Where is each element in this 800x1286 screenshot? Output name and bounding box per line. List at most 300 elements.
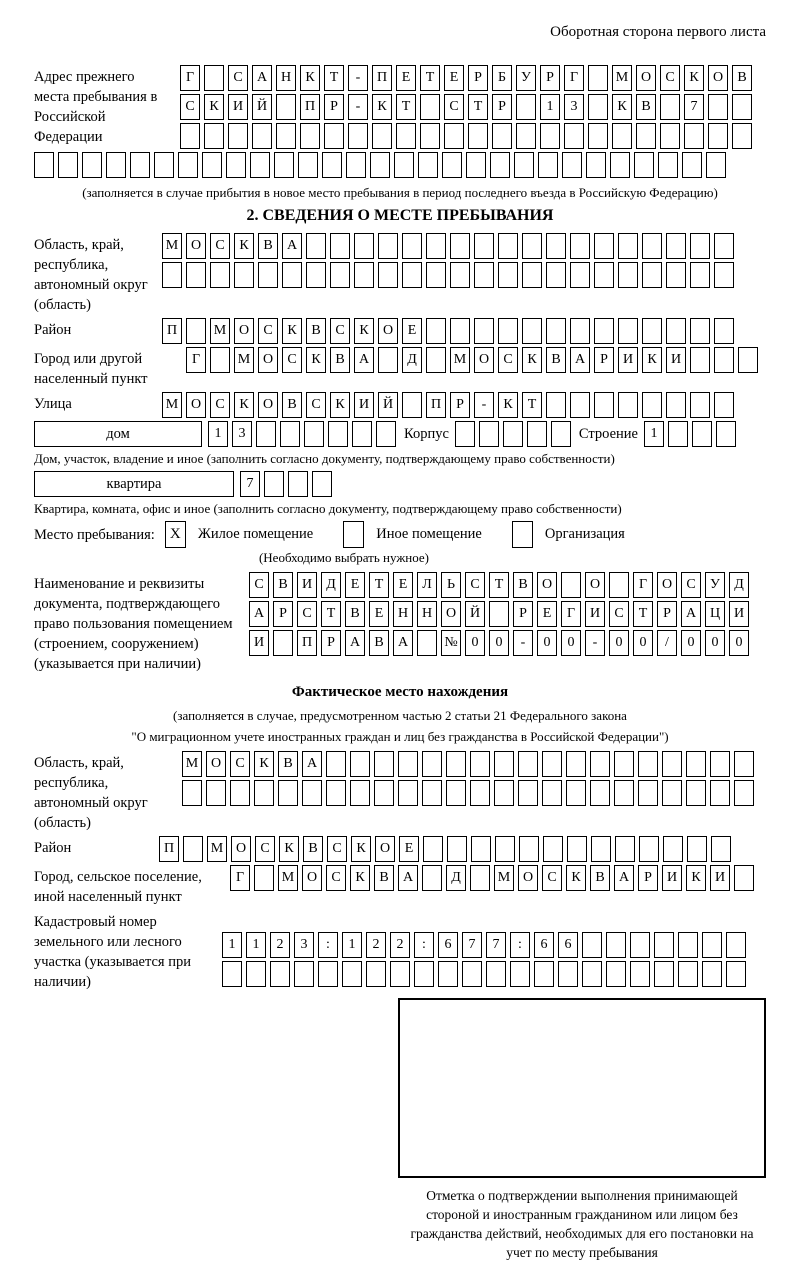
char-cell[interactable]: П [426,392,446,418]
char-cell[interactable]: Т [369,572,389,598]
char-cell[interactable]: О [375,836,395,862]
char-cell[interactable]: Т [489,572,509,598]
char-cell[interactable]: 1 [208,421,228,447]
char-cell[interactable]: С [330,318,350,344]
char-cell[interactable] [732,94,752,120]
char-cell[interactable]: 3 [232,421,252,447]
char-cell[interactable]: : [318,932,338,958]
char-cell[interactable] [714,262,734,288]
char-cell[interactable]: И [249,630,269,656]
char-cell[interactable] [470,865,490,891]
char-cell[interactable] [330,233,350,259]
char-cell[interactable] [687,836,707,862]
char-cell[interactable]: 0 [681,630,701,656]
char-cell[interactable]: С [228,65,248,91]
char-cell[interactable] [306,233,326,259]
char-cell[interactable] [498,233,518,259]
char-cell[interactable]: Д [729,572,749,598]
char-cell[interactable] [614,751,634,777]
char-cell[interactable]: К [234,233,254,259]
char-cell[interactable] [614,780,634,806]
char-cell[interactable] [590,780,610,806]
char-cell[interactable]: В [303,836,323,862]
char-cell[interactable] [282,262,302,288]
char-cell[interactable]: А [252,65,272,91]
char-cell[interactable] [350,780,370,806]
char-cell[interactable] [420,94,440,120]
char-cell[interactable]: К [330,392,350,418]
char-cell[interactable]: И [666,347,686,373]
char-cell[interactable]: И [618,347,638,373]
char-cell[interactable]: М [162,233,182,259]
char-cell[interactable] [678,961,698,987]
char-cell[interactable] [378,347,398,373]
char-cell[interactable] [396,123,416,149]
char-cell[interactable] [426,318,446,344]
char-cell[interactable]: 7 [684,94,704,120]
char-cell[interactable]: М [234,347,254,373]
char-cell[interactable]: И [297,572,317,598]
char-cell[interactable]: Е [393,572,413,598]
char-cell[interactable]: О [302,865,322,891]
char-cell[interactable] [558,961,578,987]
char-cell[interactable]: 1 [644,421,664,447]
char-cell[interactable] [522,233,542,259]
char-cell[interactable] [58,152,78,178]
char-cell[interactable] [498,318,518,344]
char-cell[interactable] [398,780,418,806]
char-cell[interactable]: А [354,347,374,373]
char-cell[interactable]: О [234,318,254,344]
char-cell[interactable] [202,152,222,178]
char-cell[interactable] [666,318,686,344]
char-cell[interactable]: К [306,347,326,373]
char-cell[interactable] [417,630,437,656]
char-cell[interactable]: Р [324,94,344,120]
char-cell[interactable]: Р [513,601,533,627]
char-cell[interactable] [606,932,626,958]
char-cell[interactable]: Н [417,601,437,627]
char-cell[interactable] [234,262,254,288]
char-cell[interactable]: Д [446,865,466,891]
char-cell[interactable] [714,233,734,259]
char-cell[interactable] [582,932,602,958]
char-cell[interactable] [328,421,348,447]
char-cell[interactable]: К [254,751,274,777]
char-cell[interactable] [471,836,491,862]
char-cell[interactable]: В [590,865,610,891]
char-cell[interactable] [370,152,390,178]
char-cell[interactable] [210,262,230,288]
char-cell[interactable]: А [393,630,413,656]
char-cell[interactable]: А [249,601,269,627]
char-cell[interactable] [540,123,560,149]
char-cell[interactable]: О [474,347,494,373]
char-cell[interactable]: 6 [534,932,554,958]
char-cell[interactable] [446,780,466,806]
char-cell[interactable] [274,152,294,178]
char-cell[interactable] [418,152,438,178]
char-cell[interactable] [684,123,704,149]
char-cell[interactable]: В [282,392,302,418]
char-cell[interactable] [561,572,581,598]
char-cell[interactable] [714,392,734,418]
char-cell[interactable]: И [729,601,749,627]
char-cell[interactable]: О [657,572,677,598]
char-cell[interactable] [666,392,686,418]
char-cell[interactable] [570,318,590,344]
char-cell[interactable]: С [660,65,680,91]
stay-type-checkbox-inoe[interactable] [343,521,364,548]
char-cell[interactable] [226,152,246,178]
char-cell[interactable] [479,421,499,447]
char-cell[interactable]: С [282,347,302,373]
char-cell[interactable]: М [207,836,227,862]
char-cell[interactable] [734,751,754,777]
char-cell[interactable]: О [206,751,226,777]
char-cell[interactable]: Р [273,601,293,627]
char-cell[interactable] [254,780,274,806]
char-cell[interactable] [714,318,734,344]
char-cell[interactable] [470,751,490,777]
char-cell[interactable]: К [498,392,518,418]
char-cell[interactable] [690,233,710,259]
char-cell[interactable]: В [330,347,350,373]
char-cell[interactable] [734,780,754,806]
char-cell[interactable] [494,780,514,806]
char-cell[interactable] [374,780,394,806]
char-cell[interactable]: 3 [564,94,584,120]
char-cell[interactable]: Е [537,601,557,627]
char-cell[interactable] [492,123,512,149]
char-cell[interactable] [318,961,338,987]
char-cell[interactable] [498,262,518,288]
char-cell[interactable] [374,751,394,777]
char-cell[interactable] [306,262,326,288]
char-cell[interactable]: К [279,836,299,862]
char-cell[interactable] [486,961,506,987]
char-cell[interactable]: А [282,233,302,259]
char-cell[interactable] [618,392,638,418]
char-cell[interactable]: С [180,94,200,120]
char-cell[interactable] [376,421,396,447]
char-cell[interactable] [186,318,206,344]
char-cell[interactable]: А [345,630,365,656]
char-cell[interactable] [588,123,608,149]
char-cell[interactable] [447,836,467,862]
char-cell[interactable] [546,233,566,259]
char-cell[interactable]: С [306,392,326,418]
char-cell[interactable]: С [297,601,317,627]
char-cell[interactable] [252,123,272,149]
char-cell[interactable]: О [186,233,206,259]
char-cell[interactable] [654,932,674,958]
char-cell[interactable] [738,347,758,373]
char-cell[interactable]: Е [396,65,416,91]
char-cell[interactable]: М [278,865,298,891]
char-cell[interactable]: 1 [540,94,560,120]
char-cell[interactable] [634,152,654,178]
char-cell[interactable]: Р [540,65,560,91]
char-cell[interactable] [734,865,754,891]
char-cell[interactable]: Й [252,94,272,120]
char-cell[interactable]: У [516,65,536,91]
char-cell[interactable]: - [348,94,368,120]
char-cell[interactable] [708,94,728,120]
char-cell[interactable]: Е [399,836,419,862]
char-cell[interactable] [258,262,278,288]
char-cell[interactable]: Л [417,572,437,598]
char-cell[interactable] [682,152,702,178]
char-cell[interactable] [668,421,688,447]
char-cell[interactable]: О [258,347,278,373]
char-cell[interactable] [660,94,680,120]
char-cell[interactable] [422,780,442,806]
char-cell[interactable]: Б [492,65,512,91]
char-cell[interactable]: 3 [294,932,314,958]
char-cell[interactable] [294,961,314,987]
char-cell[interactable] [82,152,102,178]
char-cell[interactable] [522,262,542,288]
char-cell[interactable] [273,630,293,656]
char-cell[interactable] [690,347,710,373]
char-cell[interactable] [423,836,443,862]
char-cell[interactable]: О [441,601,461,627]
char-cell[interactable]: Г [633,572,653,598]
char-cell[interactable] [326,751,346,777]
char-cell[interactable] [250,152,270,178]
char-cell[interactable] [642,392,662,418]
char-cell[interactable] [162,262,182,288]
char-cell[interactable] [402,233,422,259]
char-cell[interactable] [654,961,674,987]
char-cell[interactable]: С [249,572,269,598]
char-cell[interactable]: Г [186,347,206,373]
char-cell[interactable]: К [612,94,632,120]
char-cell[interactable] [372,123,392,149]
char-cell[interactable]: О [636,65,656,91]
char-cell[interactable] [264,471,284,497]
char-cell[interactable]: Т [633,601,653,627]
char-cell[interactable]: У [705,572,725,598]
char-cell[interactable]: Т [522,392,542,418]
char-cell[interactable]: А [614,865,634,891]
char-cell[interactable] [594,262,614,288]
char-cell[interactable] [304,421,324,447]
char-cell[interactable] [246,961,266,987]
char-cell[interactable] [348,123,368,149]
char-cell[interactable] [666,262,686,288]
char-cell[interactable]: С [542,865,562,891]
char-cell[interactable] [690,392,710,418]
char-cell[interactable] [390,961,410,987]
char-cell[interactable] [732,123,752,149]
char-cell[interactable] [711,836,731,862]
char-cell[interactable] [638,751,658,777]
char-cell[interactable] [228,123,248,149]
char-cell[interactable] [612,123,632,149]
char-cell[interactable]: О [186,392,206,418]
char-cell[interactable] [490,152,510,178]
char-cell[interactable] [690,262,710,288]
char-cell[interactable] [256,421,276,447]
char-cell[interactable]: К [234,392,254,418]
char-cell[interactable]: 2 [366,932,386,958]
char-cell[interactable] [298,152,318,178]
char-cell[interactable] [204,65,224,91]
char-cell[interactable] [519,836,539,862]
char-cell[interactable] [455,421,475,447]
char-cell[interactable]: Т [468,94,488,120]
char-cell[interactable] [398,751,418,777]
char-cell[interactable] [366,961,386,987]
char-cell[interactable] [450,233,470,259]
char-cell[interactable] [551,421,571,447]
char-cell[interactable] [570,262,590,288]
char-cell[interactable] [426,347,446,373]
char-cell[interactable] [702,961,722,987]
char-cell[interactable] [678,932,698,958]
char-cell[interactable] [702,932,722,958]
char-cell[interactable] [426,262,446,288]
char-cell[interactable] [276,123,296,149]
char-cell[interactable]: 1 [222,932,242,958]
char-cell[interactable] [610,152,630,178]
char-cell[interactable]: С [465,572,485,598]
char-cell[interactable] [322,152,342,178]
char-cell[interactable]: 7 [486,932,506,958]
char-cell[interactable]: Е [444,65,464,91]
char-cell[interactable] [270,961,290,987]
char-cell[interactable]: - [585,630,605,656]
char-cell[interactable] [618,262,638,288]
char-cell[interactable] [567,836,587,862]
char-cell[interactable]: Р [492,94,512,120]
char-cell[interactable] [414,961,434,987]
char-cell[interactable]: О [231,836,251,862]
char-cell[interactable] [346,152,366,178]
char-cell[interactable]: О [518,865,538,891]
char-cell[interactable]: 7 [240,471,260,497]
char-cell[interactable]: П [372,65,392,91]
char-cell[interactable]: 0 [561,630,581,656]
stay-type-checkbox-zhiloe[interactable]: X [165,521,186,548]
char-cell[interactable]: Й [465,601,485,627]
char-cell[interactable] [350,751,370,777]
char-cell[interactable]: С [327,836,347,862]
char-cell[interactable]: А [681,601,701,627]
char-cell[interactable] [566,751,586,777]
char-cell[interactable] [582,961,602,987]
char-cell[interactable]: В [306,318,326,344]
char-cell[interactable] [588,94,608,120]
char-cell[interactable]: 1 [342,932,362,958]
char-cell[interactable] [642,318,662,344]
char-cell[interactable] [543,836,563,862]
char-cell[interactable]: В [345,601,365,627]
char-cell[interactable]: Г [230,865,250,891]
char-cell[interactable]: М [182,751,202,777]
char-cell[interactable] [450,318,470,344]
char-cell[interactable]: Е [402,318,422,344]
char-cell[interactable] [591,836,611,862]
char-cell[interactable]: П [159,836,179,862]
char-cell[interactable] [426,233,446,259]
char-cell[interactable]: Г [561,601,581,627]
char-cell[interactable] [527,421,547,447]
char-cell[interactable]: В [546,347,566,373]
char-cell[interactable]: А [398,865,418,891]
char-cell[interactable]: К [684,65,704,91]
char-cell[interactable]: - [474,392,494,418]
char-cell[interactable] [594,318,614,344]
char-cell[interactable] [495,836,515,862]
char-cell[interactable]: К [522,347,542,373]
char-cell[interactable] [662,780,682,806]
char-cell[interactable]: Р [468,65,488,91]
char-cell[interactable]: Н [393,601,413,627]
char-cell[interactable]: О [378,318,398,344]
char-cell[interactable] [210,347,230,373]
char-cell[interactable] [130,152,150,178]
char-cell[interactable] [546,262,566,288]
char-cell[interactable] [660,123,680,149]
char-cell[interactable]: Й [378,392,398,418]
char-cell[interactable]: В [258,233,278,259]
stay-type-checkbox-organizatsiya[interactable] [512,521,533,548]
char-cell[interactable]: 0 [465,630,485,656]
char-cell[interactable] [662,751,682,777]
char-cell[interactable] [450,262,470,288]
char-cell[interactable]: М [612,65,632,91]
char-cell[interactable]: Т [396,94,416,120]
char-cell[interactable]: Г [564,65,584,91]
char-cell[interactable]: 0 [633,630,653,656]
char-cell[interactable]: 6 [438,932,458,958]
char-cell[interactable]: 2 [270,932,290,958]
char-cell[interactable]: 0 [705,630,725,656]
char-cell[interactable] [706,152,726,178]
char-cell[interactable] [378,233,398,259]
char-cell[interactable] [474,262,494,288]
char-cell[interactable]: К [351,836,371,862]
char-cell[interactable] [288,471,308,497]
char-cell[interactable] [542,780,562,806]
char-cell[interactable] [186,262,206,288]
char-cell[interactable] [503,421,523,447]
char-cell[interactable]: Д [402,347,422,373]
char-cell[interactable]: С [230,751,250,777]
char-cell[interactable]: К [686,865,706,891]
char-cell[interactable]: К [372,94,392,120]
char-cell[interactable]: П [300,94,320,120]
char-cell[interactable] [639,836,659,862]
char-cell[interactable] [354,262,374,288]
char-cell[interactable]: М [494,865,514,891]
char-cell[interactable] [342,961,362,987]
char-cell[interactable]: Ц [705,601,725,627]
char-cell[interactable] [326,780,346,806]
char-cell[interactable]: И [354,392,374,418]
char-cell[interactable]: Р [657,601,677,627]
char-cell[interactable] [586,152,606,178]
char-cell[interactable]: 0 [489,630,509,656]
char-cell[interactable] [538,152,558,178]
char-cell[interactable] [518,780,538,806]
char-cell[interactable] [444,123,464,149]
char-cell[interactable]: С [444,94,464,120]
char-cell[interactable] [438,961,458,987]
